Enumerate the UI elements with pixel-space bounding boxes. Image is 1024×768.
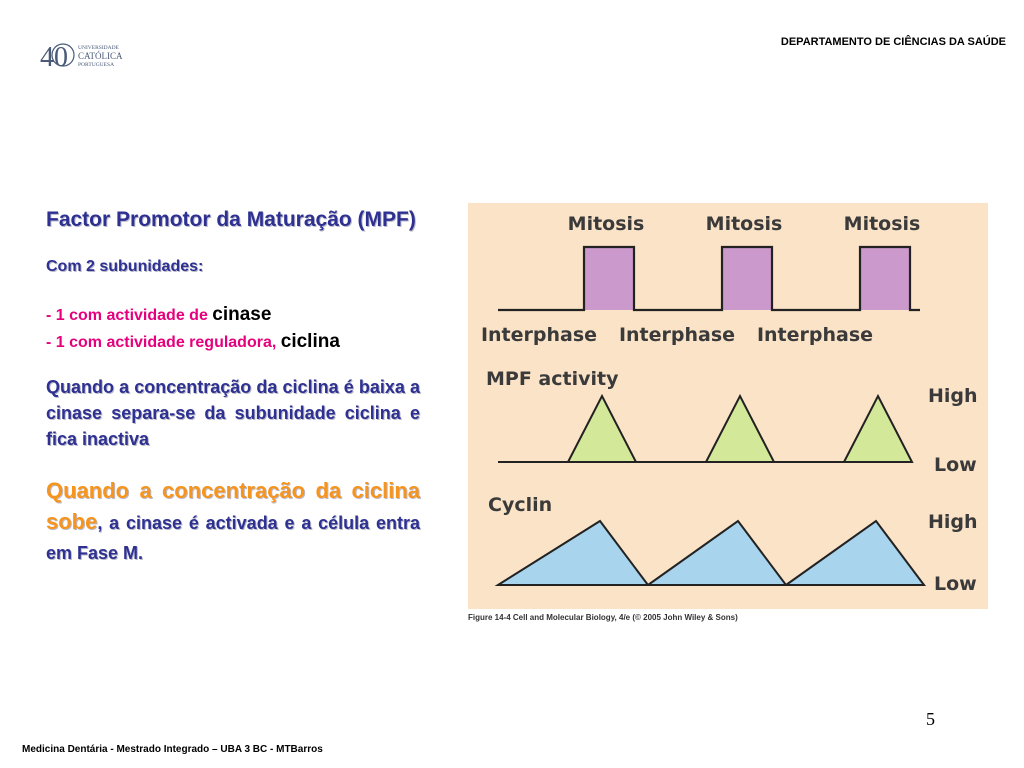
cyclin-wave-2 (648, 521, 786, 585)
mitosis-box-3 (860, 247, 910, 310)
logo-line-1: UNIVERSIDADE (78, 45, 119, 51)
mitosis-label-2: Mitosis (705, 213, 783, 235)
bullet-cyclin-term: ciclina (280, 331, 340, 352)
cell-cycle-figure (468, 203, 988, 609)
paragraph-high-cyclin-highlight: Quando a concentração da ciclina sobe (46, 478, 420, 534)
interphase-label-1: Interphase (480, 324, 598, 346)
cyclin-high-label: High (928, 511, 978, 533)
interphase-label-2: Interphase (618, 324, 736, 346)
page-number: 5 (926, 709, 935, 729)
interphase-label-3: Interphase (756, 324, 874, 346)
bullet-cyclin-prefix: - 1 com actividade reguladora, (46, 334, 281, 351)
slide-title: Factor Promotor da Maturação (MPF) (46, 208, 416, 231)
mpf-high-label: High (928, 385, 978, 407)
paragraph-high-cyclin-rest: , a cinase é activada e a célula entra em Fase M. (46, 513, 420, 563)
cyclin-wave-1 (498, 521, 648, 585)
mpf-peak-3 (844, 396, 912, 462)
cyclin-low-label: Low (934, 573, 977, 595)
subunit-list (46, 302, 420, 356)
university-logo (40, 40, 132, 70)
mpf-activity-label: MPF activity (486, 368, 619, 390)
mitosis-label-3: Mitosis (843, 213, 921, 235)
cyclin-label: Cyclin (488, 494, 553, 516)
bullet-kinase-term: cinase (212, 304, 272, 325)
mpf-peak-2 (706, 396, 774, 462)
mpf-low-label: Low (934, 454, 977, 476)
bullet-kinase (46, 302, 420, 329)
logo-line-3: PORTUGUESA (78, 62, 115, 68)
paragraph-low-cyclin: Quando a concentração da ciclina é baixa a cinase separa-se da subunidade ciclina e fica inactiva (46, 377, 420, 449)
mitosis-box-2 (722, 247, 772, 310)
logo-number: 40 (40, 42, 68, 70)
subunits-heading: Com 2 subunidades: (46, 258, 204, 275)
paragraph-high-cyclin (46, 476, 420, 568)
bullet-kinase-prefix: - 1 com actividade de (46, 307, 213, 324)
cell-cycle-diagram (468, 203, 988, 609)
bullet-cyclin (46, 329, 420, 356)
text-column (46, 206, 420, 568)
cyclin-wave-3 (786, 521, 924, 585)
logo-line-2: CATÓLICA (78, 51, 123, 61)
figure-caption: Figure 14-4 Cell and Molecular Biology, 4/e (© 2005 John Wiley & Sons) (468, 613, 738, 622)
footer-course: Medicina Dentária - Mestrado Integrado – UBA 3 BC - MTBarros (22, 744, 323, 755)
mitosis-box-1 (584, 247, 634, 310)
department-header: DEPARTAMENTO DE CIÊNCIAS DA SAÚDE (780, 36, 1006, 48)
phase-timeline (498, 247, 920, 310)
mitosis-label-1: Mitosis (567, 213, 645, 235)
mpf-peak-1 (568, 396, 636, 462)
